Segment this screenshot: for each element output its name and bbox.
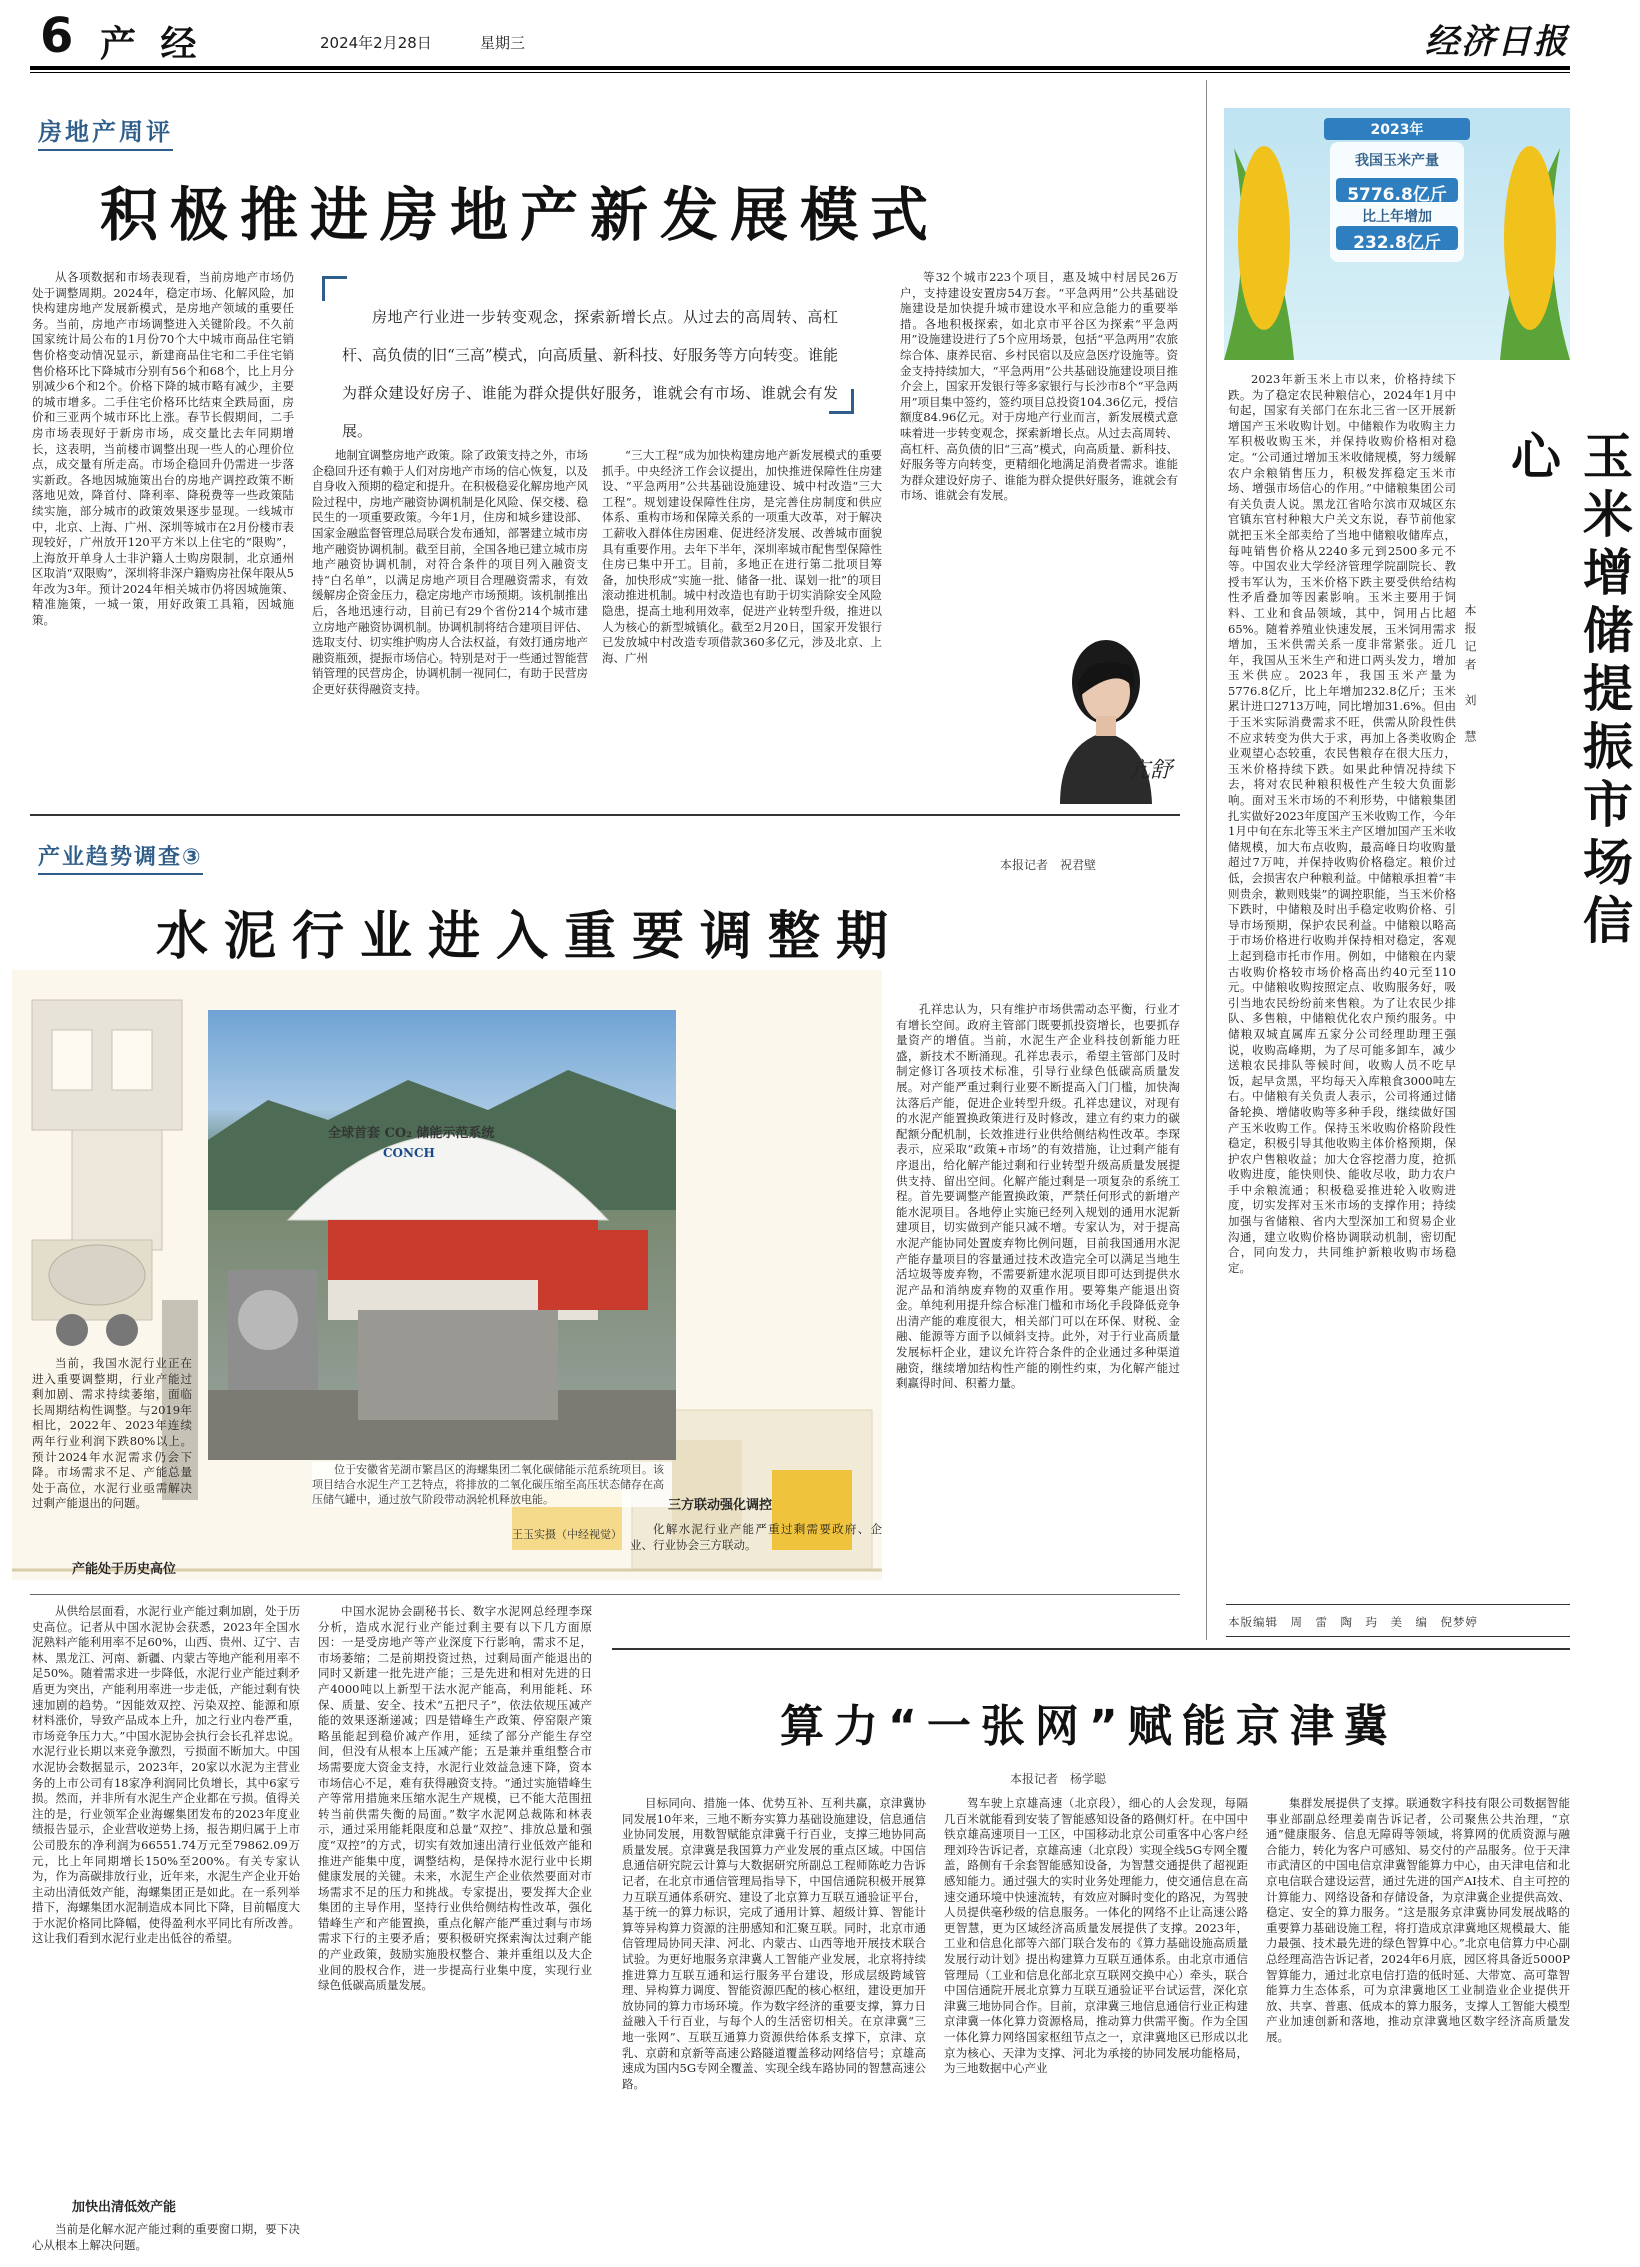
footer-divider bbox=[1226, 1604, 1570, 1605]
article4-frame-top bbox=[612, 1648, 1570, 1650]
cement-illustration bbox=[12, 970, 882, 1580]
photo-credit: 王玉实摄（中经视觉） bbox=[512, 1528, 622, 1541]
pullquote-text: 房地产行业进一步转变观念，探索新增长点。从过去的高周转、高杠杆、高负债的旧“三高”模式，向高质量、新科技、好服务等方向转变。谁能为群众建设好房子、谁能为群众提供好服务，谁就会有市场、谁就会有发展。 bbox=[342, 308, 838, 440]
article1-col1: 从各项数据和市场表现看，当前房地产市场仍处于调整周期。2024年，稳定市场、化解风险，加快构建房地产发展新模式，是房地产领域的重要任务。当前，房地产市场调整进入关键阶段。不久前国家统计局公布的1月份70个大中城市商品住宅销售价格变动情况显示，新建商品住宅和二手住宅销售价格环比下降城市分别有56个和68个，比上月分别减少6个和2个。价格下降的城市略有减少，主要的城市增多。二手住宅价格环比结束全跌局面，房价和三亚两个城市环比上涨。春节长假期间，二手房市场表现好于新房市场，成交量比去年同期增长，这表明，当前楼市调整出现一些人的心理价位点，成交量有所走高。市场企稳回升仍需进一步落实新政。各地因城施策出台的房地产调控政策不断落地见效，降首付、降利率、降税费等一些政策陆续实施，部分城市的政策效果逐步显现。一线城市中，北京、上海、广州、深圳等城市在2月份楼市表现较好，广州放开120平方米以上住宅的“限购”，上海放开单身人士非沪籍人士购房限制，北京通州区取消“双限购”，深圳将非深户籍购房社保年限从5年改为3年。预计2024年相关城市仍将因城施策、精准施策，一城一策，用好政策工具箱，因城施策。 bbox=[32, 270, 294, 628]
article4-col2: 驾车驶上京雄高速（北京段），细心的人会发现，每隔几百米就能看到安装了智能感知设备的路侧灯杆。在中国中铁京雄高速项目一工区，中国移动北京公司重客中心客户经理刘玲告诉记者，京雄高速（北京段）实现全线5G专网全覆盖，路侧有千余套智能感知设备，为智慧交通提供了超视距感知能力。通过强大的实时业务处理能力，使交通信息在高速交通环境中快速流转，有效应对瞬时变化的路况，为驾驶人员提供毫秒级的信息服务。一体化的网络不止让高速公路更智慧，更为区域经济高质量发展提供了支撑。2023年，工业和信息化部等六部门联合发布的《算力基础设施高质量发展行动计划》提出构建算力互联互通体系。由北京市通信管理局（工业和信息化部北京互联网交换中心）牵头，联合中国信通院开展北京算力互联互通验证平台试运营，深化京津冀三地协同合作。目前，京津冀三地信息通信行业正构建京津冀一体化算力资源格局，推动算力供需平衡。作为全国一体化算力网络国家枢纽节点之一，京津冀地区已形成以北京为核心、天津为支撑、河北为承接的协同发展功能格局，为三地数据中心产业 bbox=[944, 1796, 1249, 2076]
article2-title: 水泥行业进入重要调整期 bbox=[156, 907, 905, 967]
corn-graphic-value1: 5776.8亿斤 bbox=[1347, 185, 1447, 205]
photo-caption: 位于安徽省芜湖市繁昌区的海螺集团二氧化碳储能示范系统项目。该项目结合水泥生产工艺特点，将排放的二氧化碳压缩至高压状态储存在高压储气罐中，通过放气阶段带动涡轮机释放电能。 bbox=[312, 1462, 672, 1507]
corn-graphic bbox=[1224, 108, 1570, 360]
article2-byline: 本报记者 祝君壁 bbox=[1000, 858, 1097, 872]
page-editors: 本版编辑 周 雷 陶 玙 美 编 倪梦婷 bbox=[1228, 1615, 1478, 1629]
article4-title: 算力“一张网”赋能京津冀 bbox=[780, 1701, 1398, 1752]
section-name: 产 经 bbox=[100, 23, 203, 65]
header-rule-thin bbox=[30, 72, 1570, 73]
article3-text: 2023年新玉米上市以来，价格持续下跌。为了稳定农民种粮信心，2024年1月中旬起，国家有关部门在东北三省一区开展新增国产玉米收购计划。中储粮作为收购主力军积极收购玉米，并保持收购价格相对稳定。“公司通过增加玉米收储规模，努力缓解农户余粮销售压力，积极发挥稳定玉米市场、增强市场信心的作用。”中储粮集团公司有关负责人说。黑龙江省哈尔滨市双城区东官镇东官村种粮大户关文东说，春节前他家就把玉米全部卖给了当地中储粮收储库点，每吨销售价格从2240多元到2500多元不等。中国农业大学经济管理学院副院长、教授韦军认为，玉米价格下跌主要受供给结构性矛盾叠加等因素影响。玉米主要用于饲料、工业和食品领域，其中，饲用占比超65%。随着养殖业快速发展，玉米饲用需求增加，玉米供需关系一度非常紧张。近几年，我国从玉米生产和进口两头发力，增加玉米供应。2023年，我国玉米产量为5776.8亿斤，比上年增加232.8亿斤；玉米累计进口2713万吨，同比增加31.6%。但由于玉米实际消费需求不旺，供需从阶段性供不应求转变为供大于求，再加上各类收购企业观望心态较重，农民售粮存在很大压力，玉米价格持续下跌。如果此种情况持续下去，将对农民种粮积极性产生较大负面影响。面对玉米市场的不利形势，中储粮集团扎实做好2023年度国产玉米收购工作，今年1月中旬在东北等玉米主产区增加国产玉米收储规模，加大布点收购，最高峰日均收购量超过7万吨，并保持收购价格稳定。粮价过低，会损害农户种粮利益。中储粮承担着“丰则贵余，歉则贱粜”的调控职能，当玉米价格下跌时，中储粮及时出手稳定收购价格、引导市场预期，保护农民利益。中储粮以略高于市场价格进行收购并保持相对稳定，客观上起到稳市托市作用。例如，中储粮在内蒙古收购价格较市场价格高出约40元至110元。中储粮收购按照定点、收购服务好，吸引当地农民纷纷前来售粮。为了让农民少排队、多售粮，中储粮优化农户预约服务。中储粮双城直属库五家分公司经理助理王强说，收购高峰期，为了尽可能多卸车，减少送粮农民排队等候时间，收购人员不吃早饭，起早贪黑，平均每天入库粮食3000吨左右。中储粮有关负责人表示，公司将通过储备轮换、增储收购等多种手段，继续做好国产玉米收购工作。保持玉米收购价格阶段性稳定，积极引导其他收购主体价格预期，保护农户售粮收益；加大仓容挖潜力度，抢抓收购进度，能快则快、能收尽收，助力农户手中余粮流通；积极稳妥推进轮入收购进度，切实发挥对玉米市场的支撑作用；持续加强与省储粮、省内大型深加工和贸易企业沟通，建立收购价格协调联动机制，密切配合，同向发力，共同维护新粮收购市场稳定。 bbox=[1228, 372, 1456, 1275]
corn-graphic-year: 2023年 bbox=[1370, 122, 1424, 138]
article1-col4: 等32个城市223个项目，惠及城中村居民26万户，支持建设安置房54万套。“平急两用”公共基础设施建设是加快提升城市建设水平和应急能力的重要举措。各地积极探索，如北京市平谷区为探索“平急两用”设施建设进行了5个应用场景，包括“平急两用”农旅综合体、康养民宿、乡村民宿以及应急医疗设施等。资金支持持续加大，“平急两用”公共基础设施建设项目推介会上，国家开发银行等多家银行与长沙市8个“平急两用”项目集中签约，签约项目总投资104.36亿元，授信额度84.96亿元。对于房地产行业而言，新发展模式意味着进一步转变观念，探索新增长点。从过去高周转、高杠杆、高负债的旧“三高”模式，向高质量、新科技、好服务等方向转变，更精细化地满足消费者需求。谁能为群众建设好房子、谁能为群众提供好服务，谁就会有市场、谁就会有发展。 bbox=[900, 270, 1178, 503]
article2-subhead-1: 三方联动强化调控 bbox=[668, 1498, 773, 1513]
dome-brand: CONCH bbox=[383, 1146, 435, 1160]
dome-text: 全球首套 CO₂ 储能示范系统 bbox=[328, 1126, 495, 1141]
column-divider bbox=[1206, 80, 1207, 1640]
page-header bbox=[30, 10, 1570, 64]
article2-right-col: 孔祥忠认为，只有维护市场供需动态平衡，行业才有增长空间。政府主管部门既要抓投资增长，也要抓存量资产的增值。当前，水泥生产企业科技创新能力旺盛，新技术不断涌现。孔祥忠表示，希望主管部门及时制定修订各项技术标准，引导行业绿色低碳高质量发展。对产能严重过剩行业要不断提高入门门槛，加快淘汰落后产能，促进企业转型升级。孔祥忠建议，对现有的水泥产能置换政策进行及时修改，建立有约束力的碳配额分配机制，长效推进行业供给侧结构性改革。李琛表示，应采取“政策+市场”的有效措施，让过剩产能有序退出，给化解产能过剩和行业转型升级高质量发展提供支持、留出空间。化解产能过剩是一项复杂的系统工程。首先要调整产能置换政策，严禁任何形式的新增产能水泥项目。各地停止实施已经列入规划的通用水泥新建项目，切实做到产能只减不增。专家认为，对于提高水泥产能协同处置废弃物比例问题，目前我国通用水泥产能存量项目的容量通过技术改造完全可以满足当地生活垃圾等废弃物，不需要新建水泥项目即可达到提供水泥产品和消纳废弃物的双重作用。要筹集产能退出资金。单纯利用提升综合标准门槛和市场化手段降低竞争出清产能的难度很大，相关部门可以在环保、财税、金融、能源等方面予以倾斜支持。此外，对于行业高质量发展标杆企业，建议允许符合条件的企业通过多种渠道融资，继续增加结构性产能的刚性约束，为化解产能过剩赢得时间、积蓄力量。 bbox=[896, 1002, 1180, 1391]
page-number: 6 bbox=[40, 8, 74, 64]
pullquote-box bbox=[318, 270, 858, 440]
header-rule bbox=[30, 66, 1570, 70]
columnist-portrait bbox=[1040, 604, 1170, 804]
footer-divider-2 bbox=[1226, 1636, 1570, 1637]
article1-col3: “三大工程”成为加快构建房地产新发展模式的重要抓手。中央经济工作会议提出，加快推进保障性住房建设、“平急两用”公共基础设施建设、城中村改造“三大工程”。规划建设保障性住房，是完善住房制度和供应体系、重构市场和保障关系的一项重大改革，对于解决工薪收入群体住房困难、促进经济发展、改善城市面貌具有重要作用。去年下半年，深圳率城市配售型保障性住房已集中开工。目前，多地正在进行第二批项目筹备，加快形成“实施一批、储备一批、谋划一批”的项目滚动推进机制。城中村改造也有助于切实消除安全风险隐患，提高土地利用效率，促进产业转型升级，推进以人为核心的新型城镇化。截至2月20日，国家开发银行已发放城中村改造专项借款360多亿元，涉及北京、上海、广州 bbox=[602, 448, 882, 665]
article1-kicker: 房地产周评 bbox=[38, 112, 173, 151]
article3-title: 玉米增储提振市场信心 bbox=[1503, 430, 1633, 952]
article1-title: 积极推进房地产新发展模式 bbox=[100, 181, 941, 249]
article4-col1: 目标同向、措施一体、优势互补、互利共赢，京津冀协同发展10年来，三地不断夯实算力基础设施建设，信息通信业协同发展，用数智赋能京津冀千行百业，支撑三地协同高质量发展。京津冀是我国算力产业发展的重点区域。中国信息通信研究院云计算与大数据研究所副总工程师陈屹力告诉记者，在北京市通信管理局指导下，中国信通院积极开展算力互联互通体系研究、建设了北京算力互联互通验证平台，基于统一的算力标识，完成了通用计算、超级计算、智能计算等异构算力资源的注册感知和汇聚互联。同时，北京市通信管理局协同天津、河北、内蒙古、山西等地开展技术联合试验。为更好地服务京津冀人工智能产业发展，北京将持续推进算力互联互通和运行服务平台建设，形成层级跨域管理、异构算力调度、智能资源匹配的核心枢纽，建设更加开放协同的算力市场环境。作为数字经济的重要支撑，算力日益融入千行百业，与每个人的生活密切相关。在京津冀“三地一张网”、互联互通算力资源供给体系支撑下，京津、京乳、京蔚和京新等高速公路隧道覆盖移动网络信号；京雄高速成为国内5G专网全覆盖、实现全线车路协同的智慧高速公路。 bbox=[622, 1796, 927, 2091]
article1-col2: 地制宜调整房地产政策。除了政策支持之外，市场企稳回升还有赖于人们对房地产市场的信心恢复，以及自身收入预期的稳定和提升。在积极稳妥化解房地产风险过程中，房地产融资协调机制是化风险、保交楼、稳民生的一项重要政策。今年1月，住房和城乡建设部、国家金融监督管理总局联合发布通知，部署建立城市房地产融资协调机制。截至目前，全国各地已建立城市房地产融资协调机制，对符合条件的项目列入融资支持“白名单”，以满足房地产项目合理融资需求，有效缓解房企资金压力，稳定房地产市场预期。该机制推出后，各地迅速行动，目前已有29个省份214个城市建立房地产融资协调机制。协调机制将结合建项目评估、选取支付、切实维护购房人合法权益，有效打通房地产融资瓶颈，提振市场信心。特别是对于一些通过智能营销管理的民营房企，协调机制一视同仁，有助于民营房企更好获得融资支持。 bbox=[312, 448, 588, 696]
article2-intro: 当前，我国水泥行业正在进入重要调整期，行业产能过剩加剧、需求持续萎缩，面临长周期结构性调整。与2019年相比，2022年、2023年连续两年行业利润下跌80%以上。预计2024年水泥需求仍会下降。市场需求不足、产能总量处于高位，水泥行业亟需解决过剩产能退出的问题。 bbox=[32, 1356, 192, 1511]
publish-weekday: 星期三 bbox=[480, 34, 526, 52]
article2-subhead-2: 产能处于历史高位 bbox=[72, 1562, 177, 1577]
dome-caption bbox=[328, 1122, 494, 1141]
article2-sub1-text: 化解水泥行业产能严重过剩需要政府、企业、行业协会三方联动。 bbox=[630, 1522, 882, 1552]
article2-kicker: 产业趋势调查③ bbox=[38, 840, 203, 875]
article2-bottom-col1: 从供给层面看，水泥行业产能过剩加剧，处于历史高位。记者从中国水泥协会获悉，2023年全国水泥熟料产能利用率不足60%，山西、贵州、辽宁、吉林、黑龙江、河南、新疆、内蒙古等地产能利用率不足50%。随着需求进一步降低，水泥行业产能过剩矛盾更为突出，产能利用率进一步走低，产能过剩有快速加剧的趋势。“因能效双控、污染双控、能源和原材料涨价，导致产品成本上升，加之行业内卷严重，市场竞争压力大。”中国水泥协会执行会长孔祥忠说。水泥行业长期以来竞争激烈，亏损面不断加大。中国水泥协会数据显示，2023年，20家以水泥为主营业务的上市公司有18家净利润同比负增长，其中6家亏损。然而，并非所有水泥生产企业都在亏损。值得关注的是，行业领军企业海螺集团发布的2023年度业绩报告显示，企业营收逆势上扬，报告期归属于上市公司股东的净利润为66551.74万元至79862.09万元，比上年同期增长150%至200%。有关专家认为，作为高碳排放行业，近年来，水泥生产企业开始主动出清低效产能，海螺集团正是如此。在一系列举措下，海螺集团水泥制造成本同比下降，目前幅度大于水泥价格同比降幅，使得盈利水平同比有所改善。这让我们看到水泥行业走出低谷的希望。 bbox=[32, 1604, 300, 1946]
corn-graphic-label1: 我国玉米产量 bbox=[1355, 153, 1439, 169]
article2-divider bbox=[30, 1594, 1180, 1595]
publish-date: 2024年2月28日 bbox=[320, 34, 432, 52]
article3-byline: 本报记者 刘 慧 bbox=[1463, 604, 1477, 748]
article4-byline: 本报记者 杨学聪 bbox=[1010, 1772, 1107, 1786]
corn-graphic-label2: 比上年增加 bbox=[1362, 209, 1432, 225]
article2-bottom-tail: 当前是化解水泥产能过剩的重要窗口期，要下决心从根本上解决问题。 bbox=[32, 2222, 300, 2252]
factory-photo bbox=[208, 1010, 676, 1460]
masthead-logo: 经济日报 bbox=[1425, 22, 1569, 62]
columnist-signature: 亢舒 bbox=[1127, 758, 1172, 783]
article2-bottom-col2: 中国水泥协会副秘书长、数字水泥网总经理李琛分析，造成水泥行业产能过剩主要有以下几方面原因：一是受房地产等产业深度下行影响，需求不足，市场萎缩；二是前期投资过热，过剩局面产能退出的同时又新建一批先进产能；三是先进和相对先进的日产4000吨以上新型干法水泥产能高，利用能耗、环保、质量、安全、技术“五把尺子”，依法依规压减产能的效果逐渐递减；四是错峰生产政策、停窑限产策略虽能起到稳价减产作用，延续了部分产能生存空间，但没有从根本上压减产能；五是兼并重组整合市场需要庞大资金支持，水泥行业效益急速下降，资本市场信心不足，难有获得融资支持。“通过实施错峰生产等常用措施来压缩水泥生产规模，已不能大范围扭转当前供需失衡的局面。”数字水泥网总裁陈和林表示，通过采用能耗限度和总量“双控”、排放总量和强度“双控”的方式，切实有效加速出清行业低效产能和推进产能集中度，调整结构，是保持水泥行业中长期健康发展的关键。未来，水泥生产企业依然要面对市场需求不足的压力和挑战。专家提出，要发挥大企业集团的主导作用，坚持行业供给侧结构性改革，强化错峰生产和产能置换，重点化解产能严重过剩与市场需求下行的主要矛盾；要积极研究探索淘汰过剩产能的产业政策，鼓励实施股权整合、兼并重组以及大企业间的股权合作，进一步提高行业集中度，实现行业绿色低碳高质量发展。 bbox=[318, 1604, 592, 1993]
article2-subhead-3: 加快出清低效产能 bbox=[72, 2200, 177, 2215]
article1-divider bbox=[30, 814, 1180, 816]
article4-col3: 集群发展提供了支撑。联通数字科技有限公司数据智能事业部副总经理姜南告诉记者，公司聚焦公共治理，“京通”健康服务、信息无障碍等领域，将算网的优质资源与融合能力，转化为客户可感知、易交付的产品服务。位于天津市武清区的中国电信京津冀智能算力中心，由天津电信和北京电信联合建设运营，通过先进的国产AI技术、自主可控的计算能力、网络设备和存储设备，为京津冀企业提供高效、稳定、安全的算力服务。“这是服务京津冀协同发展战略的重要算力基础设施工程，将打造成京津冀地区规模最大、能力最强、技术最先进的绿色智算中心。”北京电信算力中心副总经理高浩告诉记者，2024年6月底，园区将具备近5000P智算能力，通过北京电信打造的低时延、大带宽、高可靠智能算力生态体系，可为京津冀地区工业制造业企业提供开放、共享、普惠、低成本的算力服务，支撑人工智能大模型产业加速创新和落地，推动京津冀地区数字经济高质量发展。 bbox=[1266, 1796, 1570, 2044]
corn-graphic-value2: 232.8亿斤 bbox=[1353, 233, 1441, 253]
